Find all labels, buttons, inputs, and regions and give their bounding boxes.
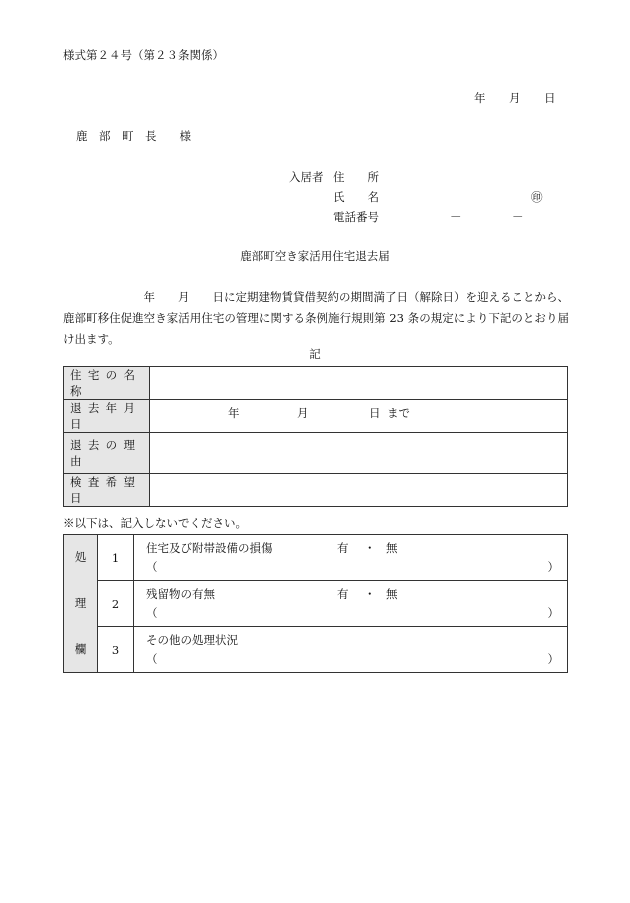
side-label-ri: 理 <box>74 595 87 610</box>
move-out-day: 日 <box>369 406 381 420</box>
move-out-date-label: 退去年月日 <box>64 400 150 433</box>
form-number: 様式第２４号（第２３条関係） <box>63 48 224 62</box>
item-label: 残留物の有無 <box>146 586 215 601</box>
row-number: 2 <box>98 581 134 627</box>
paren-open: （ <box>146 651 158 666</box>
has-option[interactable]: 有 <box>337 540 349 555</box>
paren-open: （ <box>146 605 158 620</box>
house-name-field[interactable] <box>150 367 568 400</box>
inspection-date-label: 検査希望日 <box>64 474 150 507</box>
process-item-1 <box>134 535 568 581</box>
table-row <box>64 581 568 627</box>
table-row <box>64 535 568 581</box>
item-label: その他の処理状況 <box>146 632 238 647</box>
seal-mark: ㊞ <box>531 190 543 204</box>
option-separator: ・ <box>364 540 376 555</box>
move-out-month: 月 <box>297 406 309 420</box>
addressee: 鹿 部 町 長 様 <box>76 129 191 143</box>
ki-heading: 記 <box>309 347 321 361</box>
paren-close: ） <box>547 605 559 620</box>
main-table <box>63 366 568 507</box>
side-label-ran: 欄 <box>74 642 87 656</box>
process-item-3 <box>134 627 568 673</box>
address-label: 住 所 <box>333 170 379 184</box>
item-label: 住宅及び附帯設備の損傷 <box>146 540 273 555</box>
applicant-role-label: 入居者 <box>289 170 324 184</box>
reason-label: 退去の理由 <box>64 433 150 474</box>
table-row <box>64 627 568 673</box>
table-row <box>64 474 568 507</box>
body-paragraph: 年 月 日に定期建物賃貸借契約の期間満了日（解除日）を迎えることから、鹿部町移住促進空き家活用住宅の管理に関する条例施行規則第 23 条の規定により下記のとおり届け出ます。 <box>63 290 569 346</box>
date-year: 年 <box>474 91 486 105</box>
row-number: 3 <box>98 627 134 673</box>
inspection-date-field[interactable] <box>150 474 568 507</box>
date-month: 月 <box>509 91 521 105</box>
move-out-date-field[interactable] <box>150 400 568 433</box>
processing-table <box>63 534 568 673</box>
none-option[interactable]: 無 <box>386 586 398 601</box>
process-item-2 <box>134 581 568 627</box>
phone-label: 電話番号 <box>333 210 379 224</box>
do-not-fill-note: ※以下は、記入しないでください。 <box>63 516 247 530</box>
reason-field[interactable] <box>150 433 568 474</box>
paren-close: ） <box>547 559 559 574</box>
move-out-made: まで <box>387 406 410 420</box>
table-row <box>64 367 568 400</box>
row-number: 1 <box>98 535 134 581</box>
date-day: 日 <box>544 91 556 105</box>
move-out-year: 年 <box>228 406 240 420</box>
name-label: 氏 名 <box>333 190 379 204</box>
document-title: 鹿部町空き家活用住宅退去届 <box>240 249 390 263</box>
option-separator: ・ <box>364 586 376 601</box>
none-option[interactable]: 無 <box>386 540 398 555</box>
side-label-sho: 処 <box>74 549 87 564</box>
table-row <box>64 400 568 433</box>
table-row <box>64 433 568 474</box>
house-name-label: 住宅の名称 <box>64 367 150 400</box>
phone-dash-2: － <box>512 210 524 224</box>
processing-side-label <box>64 535 98 673</box>
has-option[interactable]: 有 <box>337 586 349 601</box>
phone-dash-1: － <box>450 210 462 224</box>
paren-close: ） <box>547 651 559 666</box>
paren-open: （ <box>146 559 158 574</box>
